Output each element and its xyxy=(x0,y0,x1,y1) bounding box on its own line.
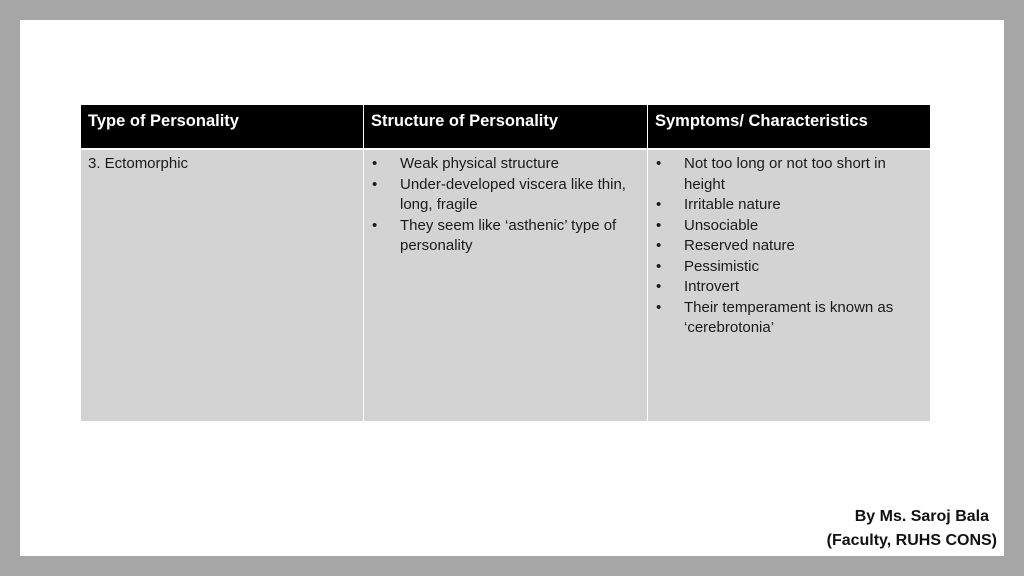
list-item: • Pessimistic xyxy=(655,257,924,278)
structure-list xyxy=(371,154,641,257)
personality-table xyxy=(81,105,930,421)
byline-affiliation: (Faculty, RUHS CONS) xyxy=(826,532,997,549)
type-label: 3. Ectomorphic xyxy=(88,155,189,172)
list-item: • They seem like ‘asthenic’ type of personality xyxy=(371,216,641,257)
list-item: • Under-developed viscera like thin, long, fragile xyxy=(371,175,641,216)
list-item: • Unsociable xyxy=(655,216,924,237)
list-item: • Weak physical structure xyxy=(371,154,641,175)
header-structure-of-personality: Structure of Personality xyxy=(364,105,647,148)
author-byline xyxy=(827,505,997,553)
header-symptoms-characteristics: Symptoms/ Characteristics xyxy=(648,105,930,148)
byline-author: By Ms. Saroj Bala xyxy=(854,508,989,525)
header-type-of-personality: Type of Personality xyxy=(81,105,363,148)
list-item: • Reserved nature xyxy=(655,236,924,257)
list-item: • Introvert xyxy=(655,277,924,298)
cell-structure xyxy=(364,150,647,421)
slide xyxy=(20,20,1004,556)
list-item: • Irritable nature xyxy=(655,195,924,216)
list-item: • Their temperament is known as ‘cerebrotonia’ xyxy=(655,298,924,339)
list-item: • Not too long or not too short in height xyxy=(655,154,924,195)
cell-symptoms xyxy=(648,150,930,421)
symptoms-list xyxy=(655,154,924,339)
cell-type xyxy=(81,150,363,421)
